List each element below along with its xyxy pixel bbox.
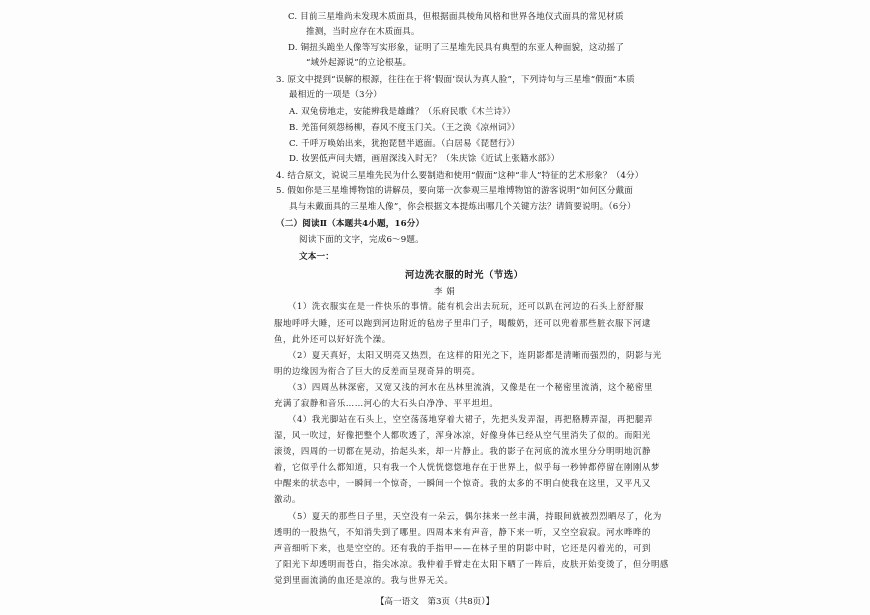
question-3-option-a: A. 双兔傍地走，安能辨我是雄雌？（乐府民歌《木兰诗》） (289, 107, 516, 117)
question-5-line-2: 具与未戴面具的三星堆人像”，你会根据文本提炼出哪几个关键方法？请简要说明。（6分） (289, 202, 636, 212)
question-3-option-b: B. 羌笛何须怨杨柳，春风不度玉门关。（王之涣《凉州词》） (289, 123, 520, 133)
paragraph-5-line-1: （5）夏天的那些日子里，天空没有一朵云，偶尔抹来一丝丰满，持眼间就被烈烈晒尽了，化为 (288, 511, 662, 521)
paragraph-1-line-2: 服地呼呼大睡，还可以跑到河边附近的毡房子里串门子，喝酸奶，还可以兜着那些脏衣服下河逮 (274, 318, 651, 328)
paragraph-1-line-3: 鱼，此外还可以好好洗个澡。 (274, 334, 391, 344)
option-c-line-2: 推测，当时应存在木质面具。 (306, 27, 420, 37)
option-d-line-2: “域外起源说”的立论根基。 (306, 58, 412, 68)
paragraph-2-line-2: 明的边缘因为衔合了巨大的反差而呈现奇异的明亮。 (274, 366, 481, 376)
question-3-stem-line-1: 3. 原文中提到“误解的根源，往往在于将‘假面’误认为真人脸”，下列诗句与三星堆“假面”本质 (276, 75, 635, 85)
section-heading: （二）阅读Ⅱ（本题共4小题，16分） (276, 219, 425, 229)
page-footer: 【高一语文 第3页（共8页）】 (375, 597, 495, 607)
question-4: 4. 结合原文，说说三星堆先民为什么要制造和使用“假面”这种“非人”特征的艺术形象？（4分） (276, 171, 644, 181)
paragraph-5-line-5: 觉到里面流淌的血还是凉的。我与世界无关。 (274, 575, 454, 585)
question-3-option-c: C. 千呼万唤始出来，犹抱琵琶半遮面。（白居易《琵琶行》） (289, 139, 520, 149)
paragraph-3-line-1: （3）四周丛林深密，又宽又浅的河水在丛林里流淌，又像是在一个秘密里流淌，这个秘密里 (288, 382, 653, 392)
essay-author: 李 娟 (434, 286, 456, 296)
paragraph-5-line-2: 透明的一股热气，不知消失到了哪里。四周本来有声音，静下来一听，又空空寂寂。河水哗哗的 (274, 527, 651, 537)
text-one-label: 文本一： (299, 252, 334, 262)
paragraph-4-line-4: 着，它似乎什么都知道，只有我一个人恍恍惚惚地存在于世界上，似乎每一秒钟都停留在刚刚从梦 (274, 462, 660, 472)
option-d-line-1: D. 铜扭头跪坐人像等写实形象，证明了三星堆先民具有典型的东亚人种面貌，这动摇了 (288, 43, 625, 53)
essay-title: 河边洗衣服的时光（节选） (405, 270, 524, 281)
question-3-stem-line-2: 最相近的一项是（3分） (289, 90, 383, 100)
paragraph-5-line-3: 声音细听下来，也是空空的。还有我的手指甲——在林子里的阴影中时，它还是闪着光的，可到 (274, 543, 651, 553)
paragraph-1-line-1: （1）洗衣服实在是一件快乐的事情。能有机会出去玩玩，还可以趴在河边的石头上舒舒服 (288, 301, 644, 311)
paragraph-3-line-2: 充满了寂静和音乐……河心的大石头白净净、平平坦坦。 (274, 398, 499, 408)
paragraph-5-line-4: 了阳光下却透明而苍白，指尖冰凉。我仲着手臂走在太阳下晒了一阵后，皮肤开始变烫了，但分明感 (274, 559, 669, 569)
question-5-line-1: 5. 假如你是三星堆博物馆的讲解员，要向第一次参观三星堆博物馆的游客说明“如何区分戴面 (276, 186, 633, 196)
question-3-option-d: D. 妆罢低声问夫婿，画眉深浅入时无？（朱庆馀《近试上张籍水部》） (289, 154, 560, 164)
section-instruction: 阅读下面的文字，完成6～9题。 (299, 235, 424, 245)
option-c-line-1: C. 目前三星堆尚未发现木质面具，但根据面具棱角风格和世界各地仪式面具的常见材质 (288, 12, 624, 22)
paragraph-4-line-3: 滚烫，四周的一切都在晃动，抬起头来，却一片静止。我的影子在河底的流水里分分明明地沉静 (274, 446, 651, 456)
paragraph-4-line-1: （4）我光脚站在石头上，空空荡荡地穿着大裙子，先把头发弄湿，再把胳膊弄湿，再把腿弄 (288, 414, 653, 424)
paragraph-4-line-2: 湿，风一吹过，好像把整个人都吹透了，浑身冰凉，好像身体已经从空气里消失了似的。而阳光 (274, 430, 651, 440)
paragraph-4-line-6: 激动。 (274, 494, 301, 504)
paragraph-4-line-5: 中醒来的状态中，一瞬间一个惊奇，一瞬间一个惊奇。我的太多的不明白使我在这里，又平凡又 (274, 478, 651, 488)
paragraph-2-line-1: （2）夏天真好，太阳又明亮又热烈，在这样的阳光之下，连阴影都是清晰而强烈的，阴影与光 (288, 350, 662, 360)
